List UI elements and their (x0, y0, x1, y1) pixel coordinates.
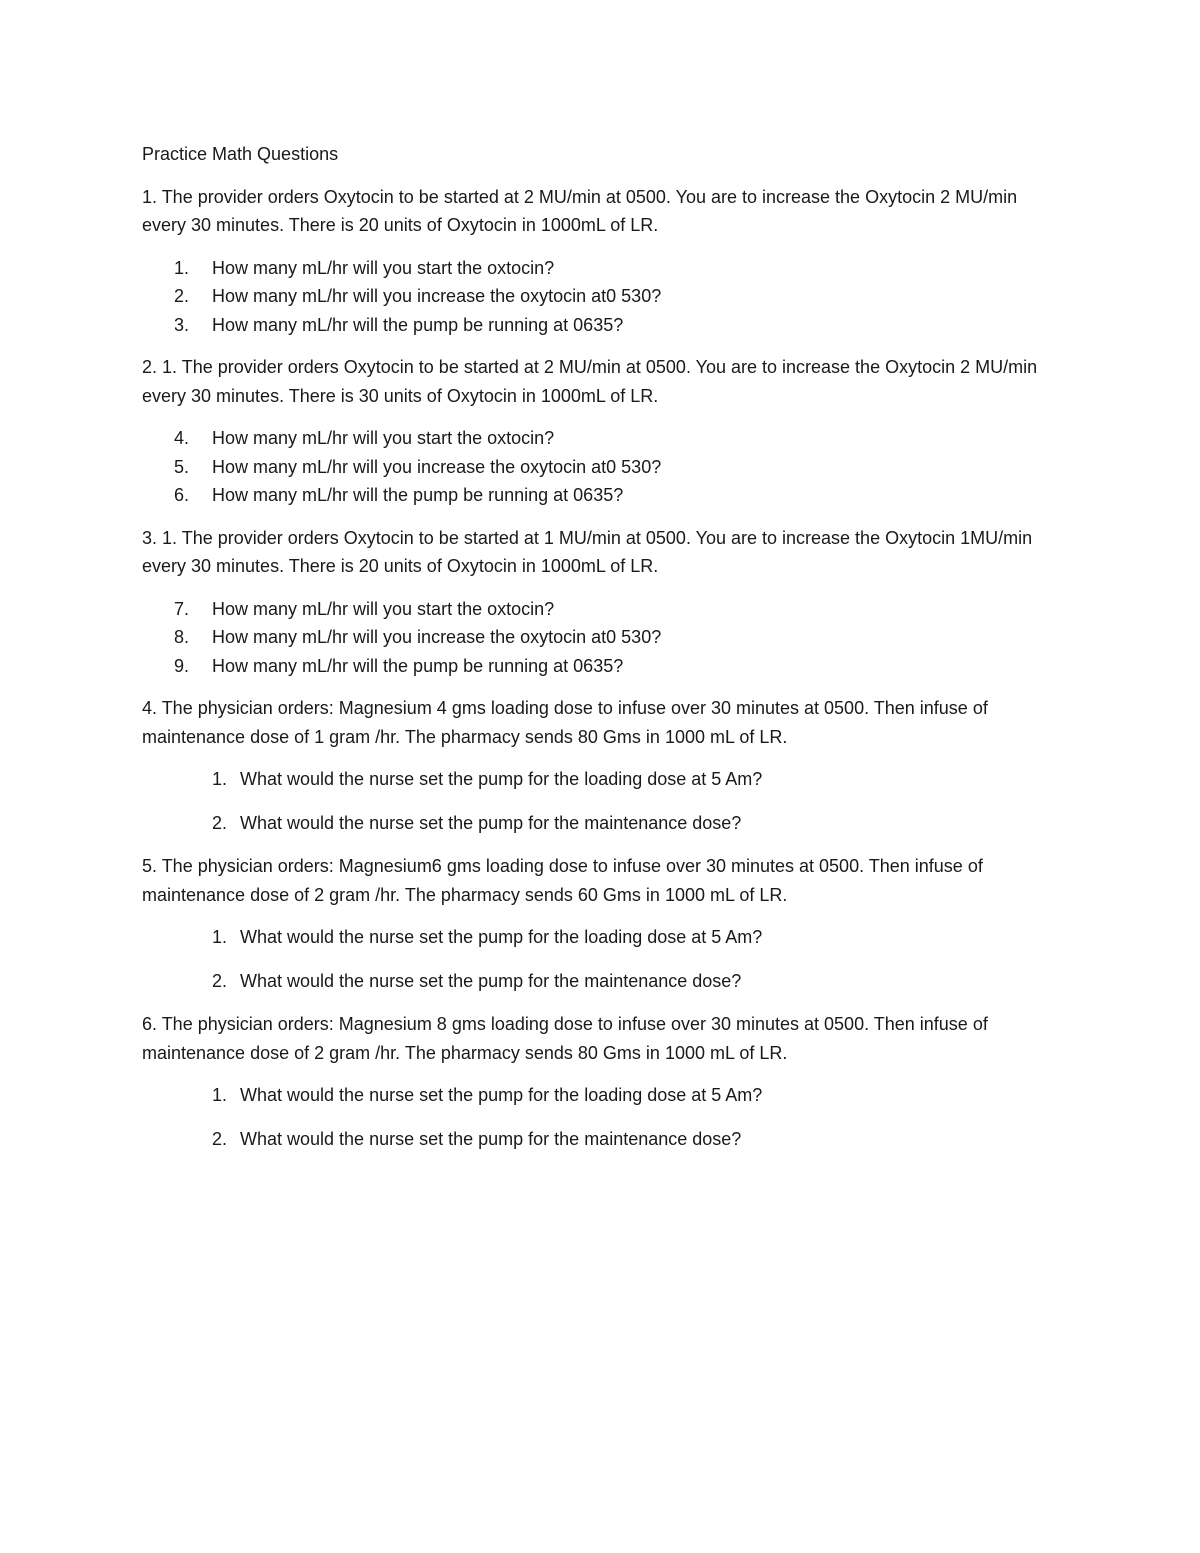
question-text: How many mL/hr will you start the oxtocin? (212, 598, 555, 619)
problem-4 (142, 694, 1062, 751)
question-text: What would the nurse set the pump for the loading dose at 5 Am? (240, 769, 763, 789)
question-item (142, 424, 1062, 453)
question-list (142, 424, 1062, 510)
question-list (142, 595, 1062, 681)
problem-prompt: 2. 1. The provider orders Oxytocin to be started at 2 MU/min at 0500. You are to increase the Oxytocin 2 MU/min every 30 minutes. There is 30 units of Oxytocin in 1000mL of LR. (142, 357, 1038, 406)
question-text: How many mL/hr will the pump be running at 0635? (212, 314, 624, 335)
problem-5 (142, 852, 1062, 909)
question-item (142, 923, 1062, 952)
question-number: 5. (174, 456, 190, 477)
question-text: How many mL/hr will you start the oxtocin? (212, 257, 555, 278)
question-number: 3. (174, 314, 190, 335)
question-item (142, 254, 1062, 283)
question-item (142, 282, 1062, 311)
question-item (142, 453, 1062, 482)
question-number: 1. (212, 769, 228, 789)
question-number: 8. (174, 627, 190, 647)
question-number: 2. (212, 1128, 228, 1149)
problem-prompt: 6. The physician orders: Magnesium 8 gms loading dose to infuse over 30 minutes at 0500. Then infuse of maintenance dose of 2 gram /hr. The pharmacy sends 80 Gms in 1000 mL of LR. (142, 1014, 988, 1063)
problem-prompt: 4. The physician orders: Magnesium 4 gms loading dose to infuse over 30 minutes at 0500. Then infuse of maintenance dose of 1 gram /hr. The pharmacy sends 80 Gms in 1000 mL of LR. (142, 698, 988, 747)
question-number: 2. (212, 812, 228, 833)
problem-2 (142, 353, 1062, 410)
question-number: 6. (174, 485, 190, 505)
question-list (142, 923, 1062, 995)
question-text: What would the nurse set the pump for the maintenance dose? (240, 1128, 742, 1149)
question-list (142, 1081, 1062, 1153)
question-item (142, 809, 1062, 838)
problem-3 (142, 524, 1062, 581)
document-page (142, 140, 1062, 1168)
question-text: How many mL/hr will you increase the oxytocin at0 530? (212, 456, 662, 477)
question-text: How many mL/hr will you increase the oxytocin at0 530? (212, 627, 662, 647)
question-item (142, 595, 1062, 624)
question-item (142, 481, 1062, 510)
question-list (142, 254, 1062, 340)
question-text: What would the nurse set the pump for the maintenance dose? (240, 812, 742, 833)
question-text: What would the nurse set the pump for the maintenance dose? (240, 970, 742, 991)
question-number: 1. (212, 1085, 228, 1105)
question-number: 2. (212, 970, 228, 991)
question-number: 1. (212, 927, 228, 947)
question-text: How many mL/hr will the pump be running at 0635? (212, 485, 624, 505)
problem-6 (142, 1010, 1062, 1067)
question-number: 9. (174, 655, 190, 676)
problem-prompt: 3. 1. The provider orders Oxytocin to be started at 1 MU/min at 0500. You are to increase the Oxytocin 1MU/min every 30 minutes. There is 20 units of Oxytocin in 1000mL of LR. (142, 527, 1033, 576)
question-item (142, 1125, 1062, 1154)
question-number: 2. (174, 286, 190, 306)
document-title: Practice Math Questions (142, 144, 339, 164)
question-item (142, 623, 1062, 652)
question-number: 4. (174, 428, 190, 448)
problem-prompt: 5. The physician orders: Magnesium6 gms loading dose to infuse over 30 minutes at 0500. Then infuse of maintenance dose of 2 gram /hr. The pharmacy sends 60 Gms in 1000 mL of LR. (142, 856, 983, 905)
problem-prompt: 1. The provider orders Oxytocin to be started at 2 MU/min at 0500. You are to increase the Oxytocin 2 MU/min every 30 minutes. There is 20 units of Oxytocin in 1000mL of LR. (142, 186, 1018, 235)
question-item (142, 311, 1062, 340)
question-item (142, 765, 1062, 794)
question-text: How many mL/hr will the pump be running at 0635? (212, 655, 624, 676)
question-list (142, 765, 1062, 837)
question-text: What would the nurse set the pump for the loading dose at 5 Am? (240, 927, 763, 947)
question-text: How many mL/hr will you increase the oxytocin at0 530? (212, 286, 662, 306)
question-item (142, 1081, 1062, 1110)
question-item (142, 652, 1062, 681)
question-item (142, 967, 1062, 996)
question-text: How many mL/hr will you start the oxtocin? (212, 428, 555, 448)
problem-1 (142, 183, 1062, 240)
question-text: What would the nurse set the pump for the loading dose at 5 Am? (240, 1085, 763, 1105)
question-number: 7. (174, 598, 190, 619)
question-number: 1. (174, 257, 190, 278)
